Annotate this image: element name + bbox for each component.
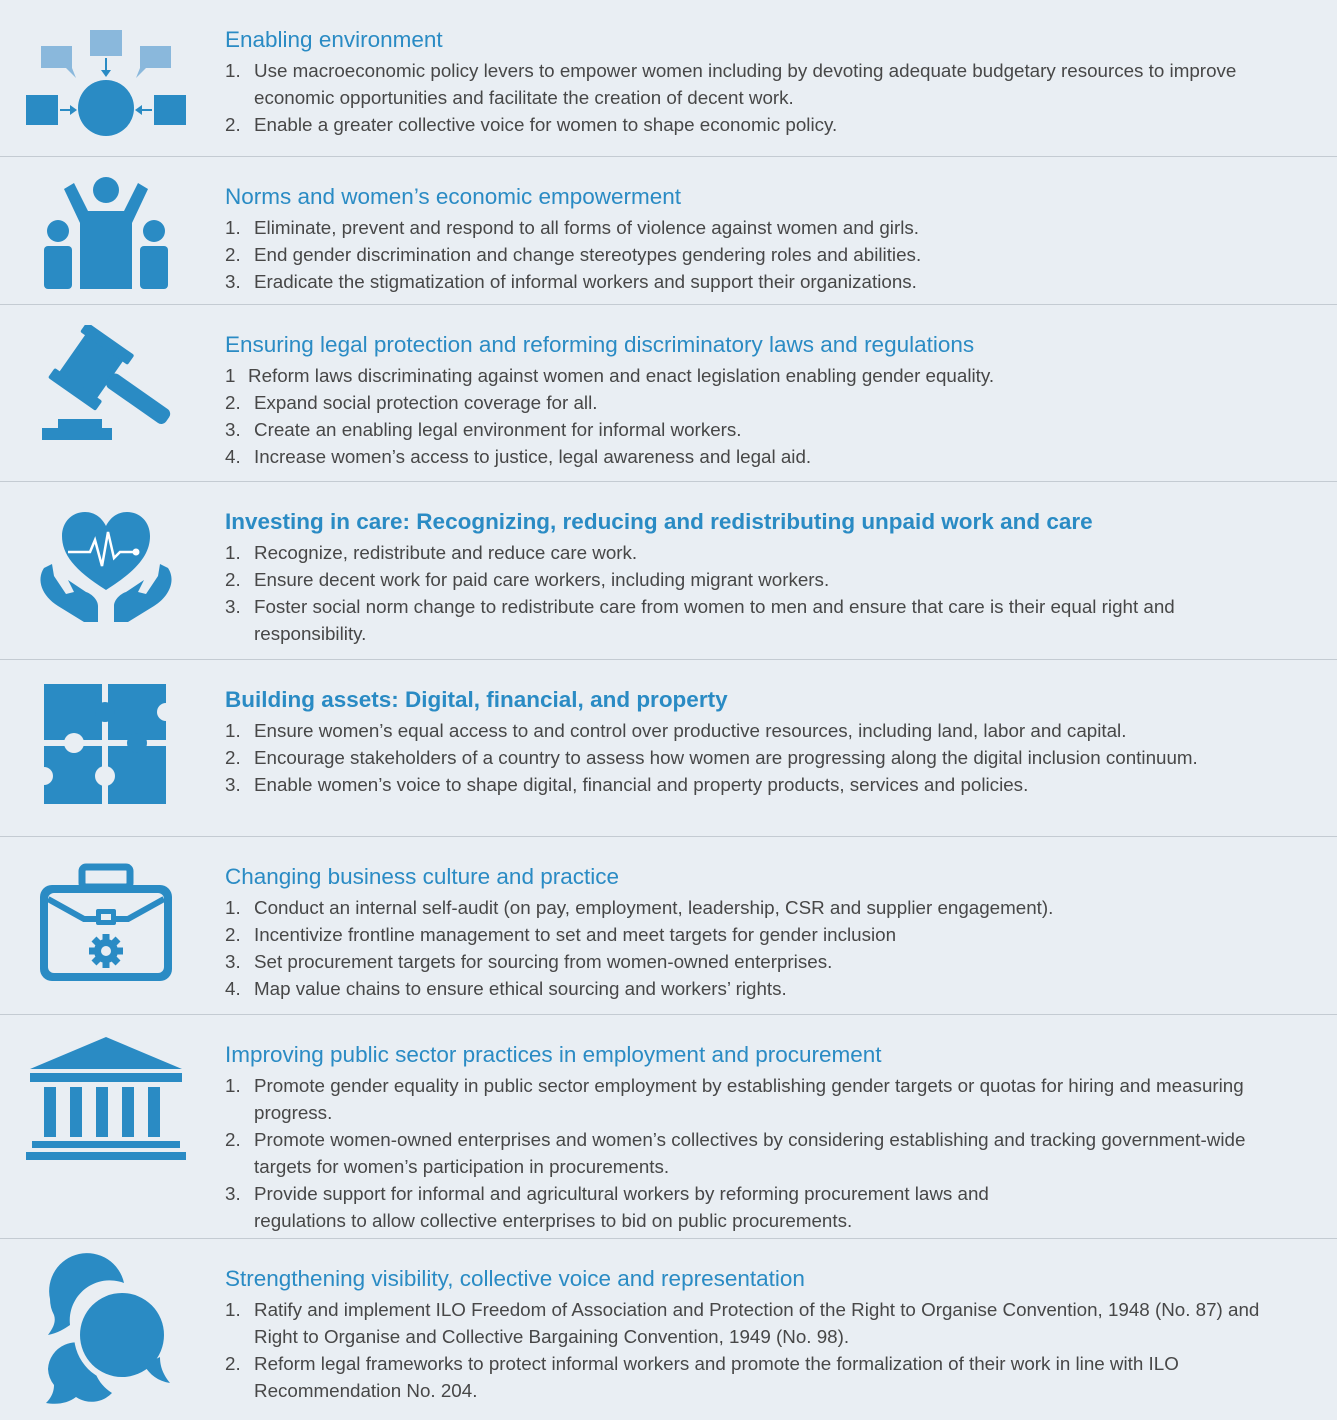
- item-text: Provide support for informal and agricultural workers by reforming procurement laws and regulations to allow collective enterprises to bid on public procurements.: [254, 1183, 989, 1231]
- item-number: 1.: [225, 542, 241, 563]
- item-number: 3.: [225, 419, 241, 440]
- section-content: [225, 508, 1277, 647]
- item-number: 2.: [225, 569, 241, 590]
- item-text: Conduct an internal self-audit (on pay, employment, leadership, CSR and supplier engagement).: [254, 897, 1054, 918]
- section-norms: [0, 157, 1337, 305]
- item-number: 2.: [225, 244, 241, 265]
- people-icon: [24, 175, 188, 293]
- section-title: Enabling environment: [225, 27, 443, 52]
- recommendation-list: [225, 214, 1277, 295]
- item-text: Enable women’s voice to shape digital, financial and property products, services and policies.: [254, 774, 1029, 795]
- list-item: [225, 975, 1277, 1002]
- section-content: [225, 1041, 1277, 1234]
- section-title: Improving public sector practices in employment and procurement: [225, 1042, 882, 1067]
- item-number: 3.: [225, 774, 241, 795]
- item-number: 2.: [225, 1353, 241, 1374]
- item-text: Promote women-owned enterprises and women’s collectives by considering establishing and tracking government-wide targets for women’s participation in procurements.: [254, 1129, 1246, 1177]
- section-content: [225, 686, 1277, 798]
- recommendation-list: [225, 717, 1277, 798]
- section-title: Changing business culture and practice: [225, 864, 619, 889]
- recommendation-list: [225, 894, 1277, 1002]
- section-building-assets: [0, 660, 1337, 837]
- item-number: 4.: [225, 978, 241, 999]
- speech-bubbles-icon: [24, 1253, 188, 1413]
- item-text: Increase women’s access to justice, legal awareness and legal aid.: [254, 446, 812, 467]
- item-text: Eradicate the stigmatization of informal workers and support their organizations.: [254, 271, 917, 292]
- list-item: [225, 1350, 1277, 1404]
- item-number: 2.: [225, 1129, 241, 1150]
- list-item: [225, 921, 1277, 948]
- recommendation-list: [225, 57, 1277, 138]
- section-title: Building assets: Digital, financial, and property: [225, 687, 728, 712]
- section-content: [225, 863, 1277, 1002]
- item-number: 3.: [225, 951, 241, 972]
- item-text: Encourage stakeholders of a country to assess how women are progressing along the digital inclusion continuum.: [254, 747, 1198, 768]
- section-investing-in-care: [0, 482, 1337, 660]
- item-text: Reform legal frameworks to protect informal workers and promote the formalization of their work in line with ILO Recommendation No. 204.: [254, 1353, 1179, 1401]
- list-item: [225, 771, 1277, 798]
- list-item: [225, 948, 1277, 975]
- section-enabling-environment: [0, 0, 1337, 157]
- recommendation-list: [225, 1072, 1277, 1234]
- list-item: [225, 744, 1277, 771]
- list-item: [225, 57, 1277, 111]
- item-text: Ensure decent work for paid care workers, including migrant workers.: [254, 569, 830, 590]
- item-number: 1.: [225, 60, 241, 81]
- list-item: [225, 416, 1277, 443]
- list-item: [225, 1072, 1277, 1126]
- list-item: [225, 111, 1277, 138]
- item-number: 2.: [225, 114, 241, 135]
- section-title: Investing in care: Recognizing, reducing and redistributing unpaid work and care: [225, 509, 1093, 534]
- list-item: [225, 443, 1277, 470]
- item-number: 1.: [225, 897, 241, 918]
- item-number: 1.: [225, 720, 241, 741]
- government-building-icon: [24, 1035, 188, 1163]
- list-item: [225, 389, 1277, 416]
- section-content: [225, 183, 1277, 295]
- item-number: 3.: [225, 271, 241, 292]
- item-text: Foster social norm change to redistribute care from women to men and ensure that care is their equal right and responsibility.: [254, 596, 1175, 644]
- item-text: Use macroeconomic policy levers to empower women including by devoting adequate budgetary resources to improve economic opportunities and facilitate the creation of decent work.: [254, 60, 1237, 108]
- item-number: 2.: [225, 924, 241, 945]
- section-title: Strengthening visibility, collective voice and representation: [225, 1266, 805, 1291]
- item-number: 2.: [225, 747, 241, 768]
- list-item: [225, 1126, 1277, 1180]
- section-content: [225, 1265, 1277, 1404]
- puzzle-icon: [24, 682, 188, 806]
- item-number: 4.: [225, 446, 241, 467]
- item-number: 2.: [225, 392, 241, 413]
- list-item: [225, 362, 1277, 389]
- list-item: [225, 566, 1277, 593]
- list-item: [225, 717, 1277, 744]
- list-item: [225, 894, 1277, 921]
- list-item: [225, 1296, 1277, 1350]
- list-item: [225, 1180, 1277, 1234]
- item-text: End gender discrimination and change stereotypes gendering roles and abilities.: [254, 244, 922, 265]
- section-content: [225, 331, 1277, 470]
- section-business-culture: [0, 837, 1337, 1015]
- item-text: Promote gender equality in public sector employment by establishing gender targets or quotas for hiring and measuring progress.: [254, 1075, 1244, 1123]
- list-item: [225, 241, 1277, 268]
- item-number: 1: [225, 365, 236, 386]
- item-text: Eliminate, prevent and respond to all forms of violence against women and girls.: [254, 217, 920, 238]
- item-text: Reform laws discriminating against women and enact legislation enabling gender equality.: [248, 365, 995, 386]
- item-text: Ratify and implement ILO Freedom of Association and Protection of the Right to Organise Convention, 1948 (No. 87) and Right to Organise and Collective Bargaining Convention, 1949 (No. 98).: [254, 1299, 1260, 1347]
- item-text: Create an enabling legal environment for informal workers.: [254, 419, 742, 440]
- item-text: Incentivize frontline management to set and meet targets for gender inclusion: [254, 924, 897, 945]
- briefcase-icon: [24, 863, 188, 985]
- section-content: [225, 26, 1277, 138]
- item-number: 1.: [225, 217, 241, 238]
- list-item: [225, 539, 1277, 566]
- list-item: [225, 593, 1277, 647]
- heart-hands-icon: [24, 508, 188, 628]
- recommendation-list: [225, 1296, 1277, 1404]
- item-text: Enable a greater collective voice for women to shape economic policy.: [254, 114, 838, 135]
- item-number: 3.: [225, 596, 241, 617]
- item-number: 1.: [225, 1299, 241, 1320]
- gavel-icon: [24, 325, 188, 443]
- item-text: Map value chains to ensure ethical sourcing and workers’ rights.: [254, 978, 787, 999]
- section-public-sector: [0, 1015, 1337, 1239]
- item-text: Ensure women’s equal access to and control over productive resources, including land, labor and capital.: [254, 720, 1127, 741]
- section-legal-protection: [0, 305, 1337, 482]
- section-title: Norms and women’s economic empowerment: [225, 184, 682, 209]
- item-text: Set procurement targets for sourcing from women-owned enterprises.: [254, 951, 833, 972]
- item-text: Recognize, redistribute and reduce care work.: [254, 542, 638, 563]
- recommendation-list: [225, 539, 1277, 647]
- item-number: 1.: [225, 1075, 241, 1096]
- section-visibility-voice: [0, 1239, 1337, 1420]
- list-item: [225, 214, 1277, 241]
- network-icon: [24, 28, 188, 138]
- item-text: Expand social protection coverage for all.: [254, 392, 598, 413]
- item-number: 3.: [225, 1183, 241, 1204]
- section-title: Ensuring legal protection and reforming discriminatory laws and regulations: [225, 332, 975, 357]
- recommendation-list: [225, 362, 1277, 470]
- list-item: [225, 268, 1277, 295]
